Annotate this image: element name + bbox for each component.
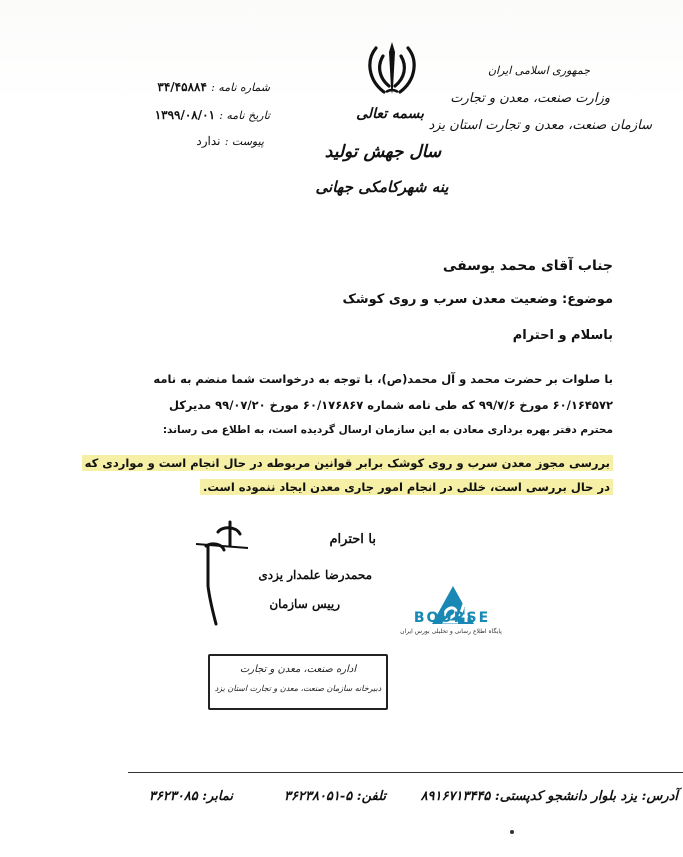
highlight-line-1 <box>82 456 613 470</box>
attachment-row <box>140 134 264 148</box>
letter-date: ۱۳۹۹/۰۸/۰۱ <box>154 108 216 122</box>
letter-number: ۳۴/۴۵۸۸۴ <box>157 80 207 94</box>
logo-subtitle: پایگاه اطلاع رسانی و تحلیلی بورس ایران <box>400 628 502 635</box>
attachment-label: پیوست : <box>224 135 264 148</box>
greeting: باسلام و احترام <box>512 328 613 343</box>
subject: موضوع: وضعیت معدن سرب و روی کوشک <box>342 292 613 307</box>
letter-date-row <box>140 108 270 122</box>
ministry-line1: جمهوری اسلامی ایران <box>487 64 590 77</box>
ministry-line2: وزارت صنعت، معدن و تجارت <box>450 91 610 106</box>
signatory-title: رییس سازمان <box>269 597 340 611</box>
stamp-line-1: اداره صنعت، معدن و تجارت <box>239 664 357 675</box>
signatory-name: محمدرضا علمدار یزدی <box>258 568 372 582</box>
scan-mark <box>510 830 514 834</box>
ministry-line3: سازمان صنعت، معدن و تجارت استان یزد <box>428 118 652 133</box>
highlighted-text: در حال بررسی است، خللی در انجام امور جاری معدن ایجاد ننموده است. <box>200 479 613 495</box>
logo-wordmark: BOURSE <box>413 610 491 626</box>
highlighted-text: بررسی مجوز معدن سرب و روی کوشک برابر قوانین مربوطه در حال انجام است و مواردی که <box>82 455 613 471</box>
closing: با احترام <box>329 532 376 547</box>
recipient: جناب آقای محمد یوسفی <box>442 258 613 274</box>
basmala: بسمه تعالی <box>356 106 424 122</box>
footer-fax: نمابر: ۳۶۲۳۰۸۵ <box>148 789 233 804</box>
org-slogan: ینه شهرکامکی جهانی <box>315 178 449 196</box>
body-line-2: ۶۰/۱۶۴۵۷۲ مورخ ۹۹/۷/۶ که طی نامه شماره ۶۰/۱۷۶۸۶۷ مورخ ۹۹/۰۷/۲۰ مدیرکل <box>168 398 613 412</box>
year-slogan: سال جهش تولید <box>324 142 442 162</box>
body-line-1: با صلوات بر حضرت محمد و آل محمد(ص)، با توجه به درخواست شما منضم به نامه <box>153 372 613 386</box>
letter-number-label: شماره نامه : <box>211 81 270 94</box>
footer-divider <box>128 772 683 773</box>
footer-address: آدرس: یزد بلوار دانشجو کدپستی: ۸۹۱۶۷۱۳۴۴۵ <box>420 789 678 804</box>
official-stamp <box>208 654 388 710</box>
attachment-value: ندارد <box>196 134 221 148</box>
footer-phone: تلفن: ۵-۳۶۲۳۸۰۵۱ <box>284 789 386 804</box>
iran-emblem-icon <box>362 38 422 100</box>
highlight-line-2 <box>200 480 613 494</box>
handwritten-signature <box>188 516 268 626</box>
letter-date-label: تاریخ نامه : <box>219 109 270 122</box>
body-line-3: محترم دفتر بهره برداری معادن به این سازمان ارسال گردیده است، به اطلاع می رساند: <box>162 424 613 436</box>
stamp-line-2: دبیرخانه سازمان صنعت، معدن و تجارت استان یزد <box>214 684 382 693</box>
letter-number-row <box>140 80 270 94</box>
